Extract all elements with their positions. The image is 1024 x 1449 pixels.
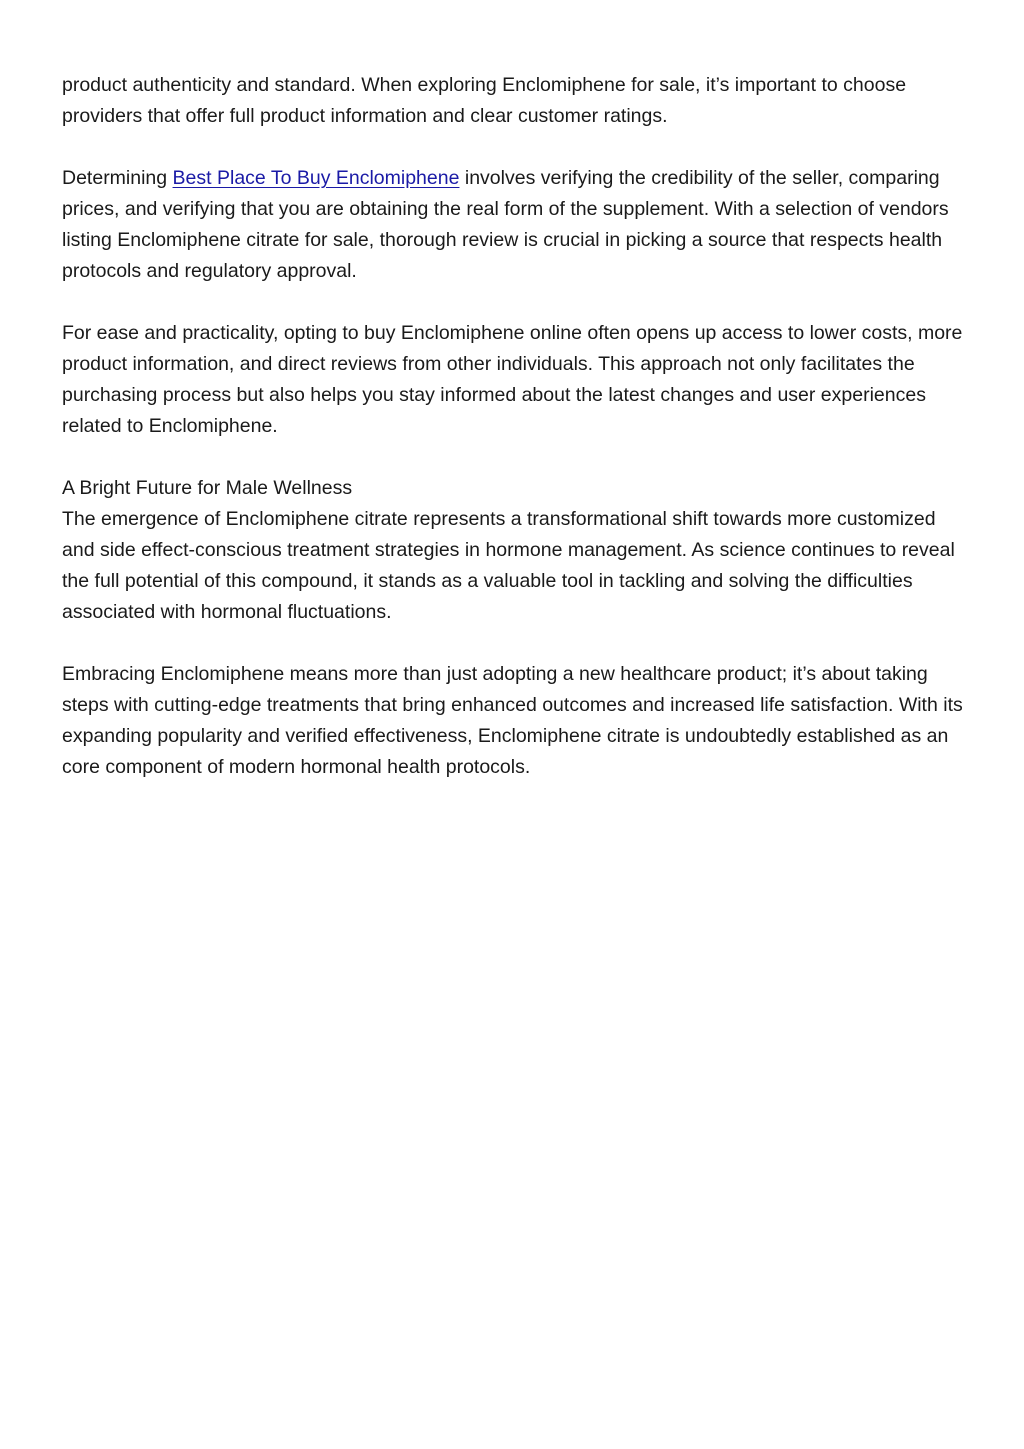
- paragraph-best-place-lead: Determining: [62, 167, 173, 189]
- paragraph-emergence: The emergence of Enclomiphene citrate represents a transformational shift towards more customized and side effect-conscious treatment strategies in hormone management. As science continues to reveal the full potential of this compound, it stands as a valuable tool in tackling and solving the difficulties associated with hormonal fluctuations.: [62, 508, 955, 623]
- paragraph-best-place: [62, 163, 967, 287]
- section-heading: A Bright Future for Male Wellness: [62, 477, 353, 499]
- paragraph-best-place-rest: involves verifying the credibility of the seller, comparing prices, and verifying that you are obtaining the real form of the supplement. With a selection of vendors listing Enclomiphene citrate for sale, thorough review is crucial in picking a source that respects health protocols and regulatory approval.: [62, 167, 949, 282]
- paragraph-authenticity: product authenticity and standard. When exploring Enclomiphene for sale, it’s important to choose providers that offer full product information and clear customer ratings.: [62, 74, 907, 127]
- document-page: [62, 70, 967, 814]
- best-place-to-buy-link[interactable]: Best Place To Buy Enclomiphene: [172, 167, 460, 189]
- paragraph-embracing: Embracing Enclomiphene means more than just adopting a new healthcare product; it’s about taking steps with cutting-edge treatments that bring enhanced outcomes and increased life satisfaction. With its expanding popularity and verified effectiveness, Enclomiphene citrate is undoubtedly established as an core component of modern hormonal health protocols.: [62, 663, 963, 778]
- paragraph-online-buying: For ease and practicality, opting to buy Enclomiphene online often opens up access to lower costs, more product information, and direct reviews from other individuals. This approach not only facilitates the purchasing process but also helps you stay informed about the latest changes and user experiences related to Enclomiphene.: [62, 322, 963, 437]
